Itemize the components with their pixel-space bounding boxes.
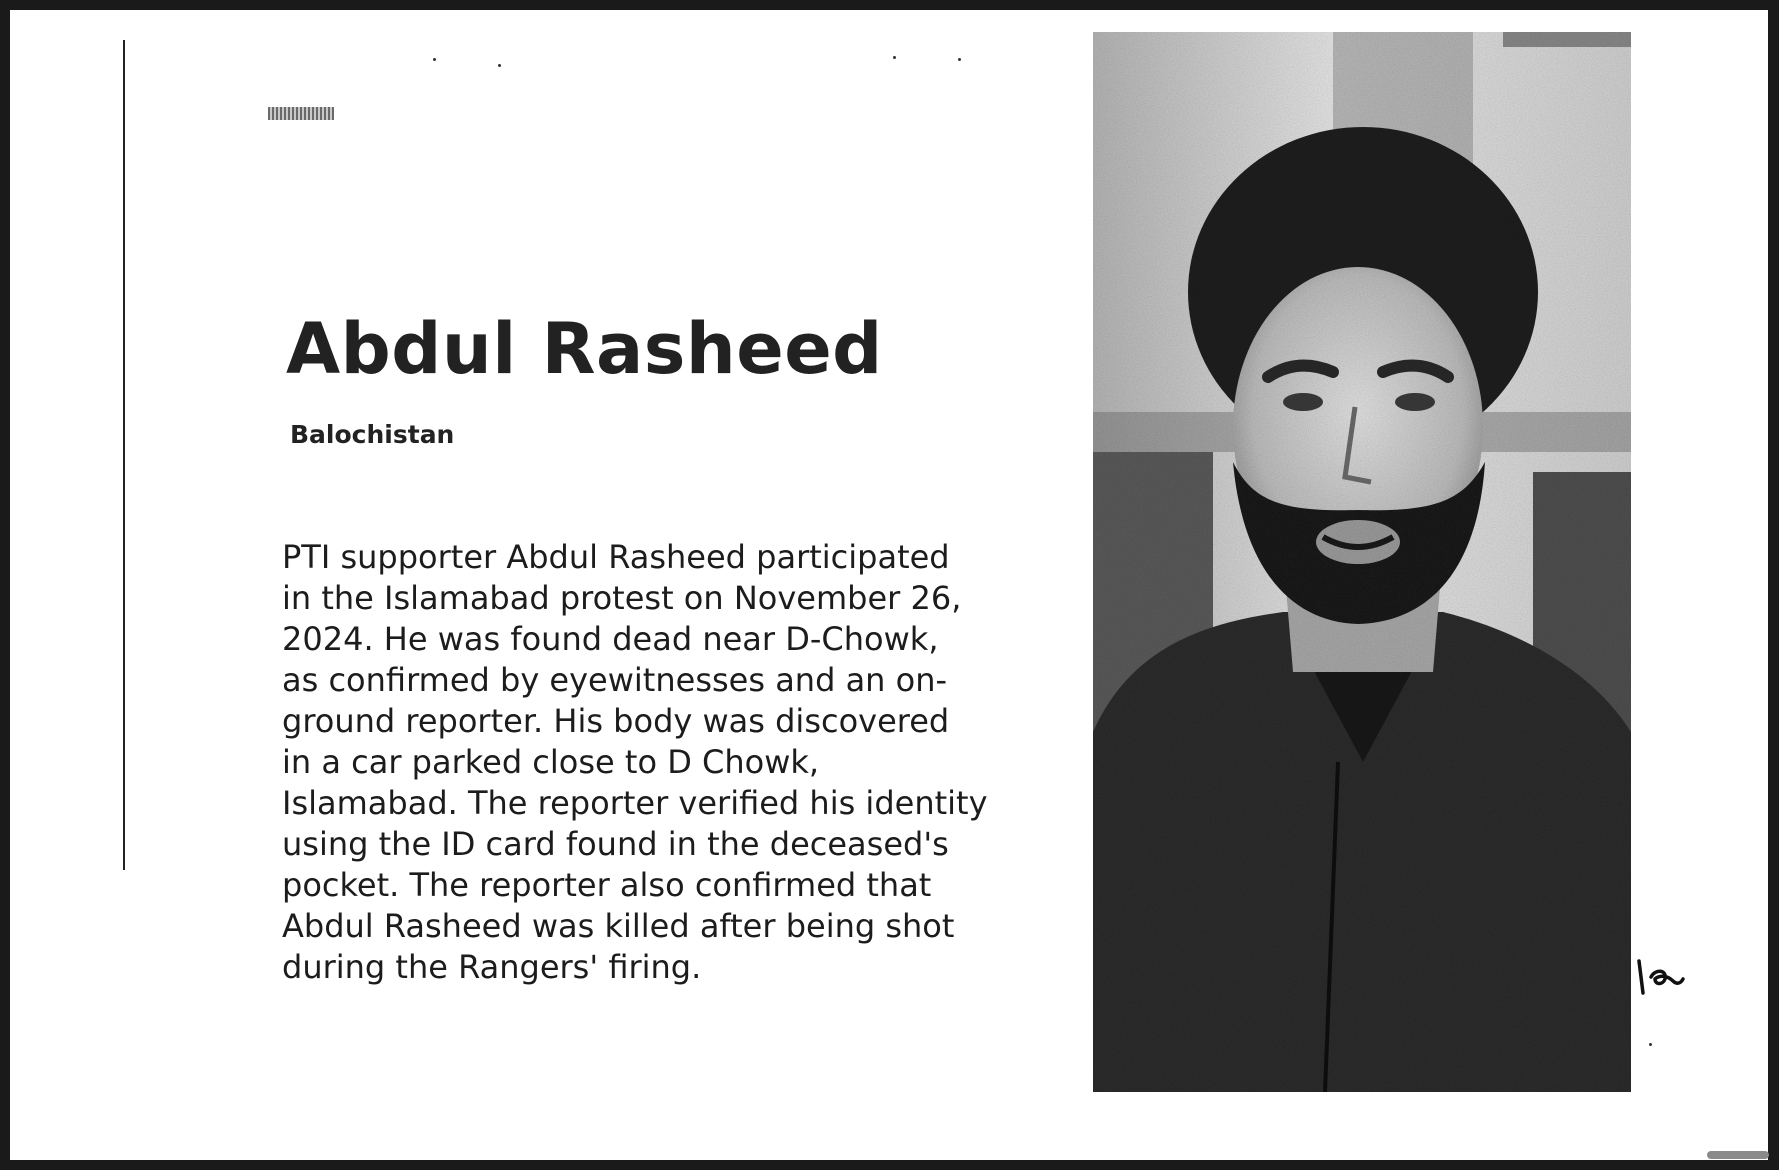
bio-line: Abdul Rasheed was killed after being shot — [282, 907, 955, 945]
scan-speck — [1649, 1043, 1652, 1046]
bio-line: pocket. The reporter also confirmed that — [282, 866, 932, 904]
region-label: Balochistan — [290, 420, 455, 449]
scan-speck — [958, 58, 961, 61]
bio-line: PTI supporter Abdul Rasheed participated — [282, 538, 950, 576]
person-name-title: Abdul Rasheed — [286, 308, 883, 390]
document-page — [10, 10, 1768, 1160]
bio-line: Islamabad. The reporter verified his identity — [282, 784, 988, 822]
bio-line: in a car parked close to D Chowk, — [282, 743, 820, 781]
scrollbar-thumb[interactable] — [1707, 1151, 1769, 1159]
bio-line: in the Islamabad protest on November 26, — [282, 579, 962, 617]
scan-speck — [433, 58, 436, 61]
bio-line: as confirmed by eyewitnesses and an on- — [282, 661, 948, 699]
scan-speck — [498, 64, 501, 67]
biography-paragraph — [282, 537, 1007, 988]
bio-line: using the ID card found in the deceased's — [282, 825, 949, 863]
left-margin-rule — [123, 40, 125, 870]
bio-line: 2024. He was found dead near D-Chowk, — [282, 620, 939, 658]
handwritten-page-mark — [1633, 955, 1689, 1003]
header-stamp-mark — [268, 107, 334, 120]
bio-line: during the Rangers' firing. — [282, 948, 702, 986]
portrait-photo — [1093, 32, 1631, 1092]
scan-speck — [893, 56, 896, 59]
bio-line: ground reporter. His body was discovered — [282, 702, 950, 740]
